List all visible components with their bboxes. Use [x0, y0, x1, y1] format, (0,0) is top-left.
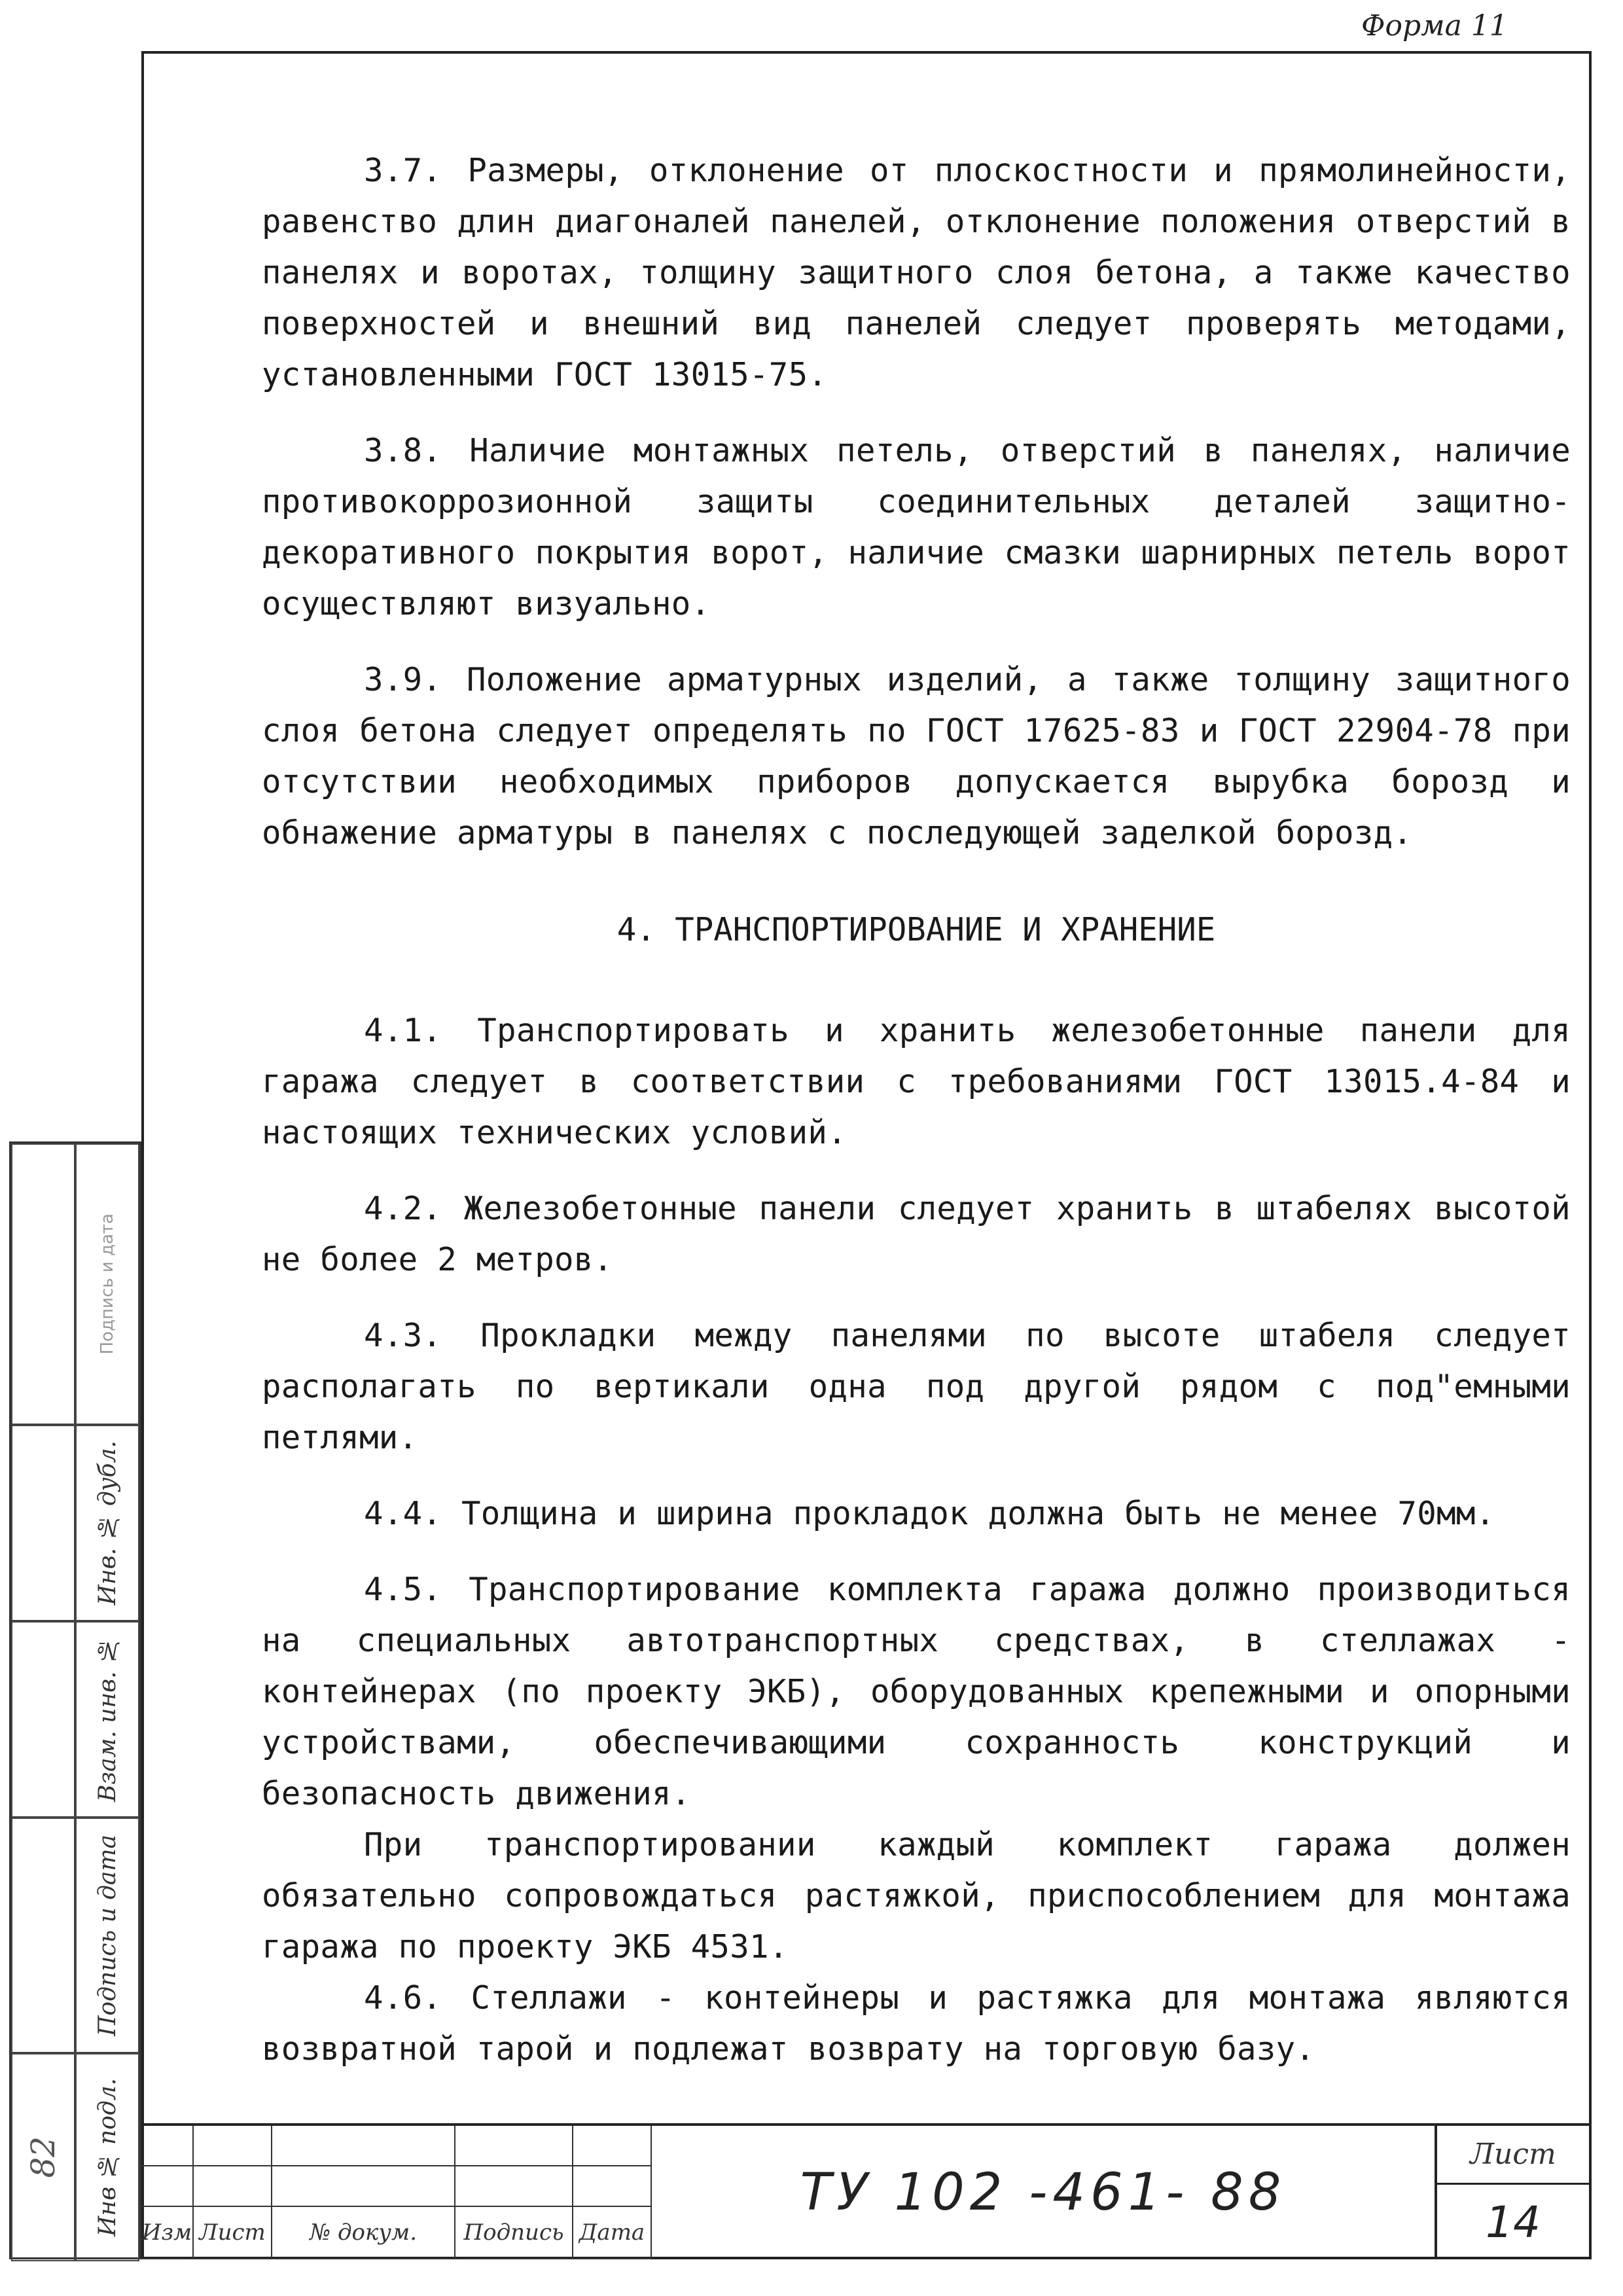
header-izm: Изм [141, 2207, 194, 2259]
grid-cell [194, 2166, 272, 2207]
paragraph-3-9: 3.9. Положение арматурных изделий, а также толщину защитного слоя бетона следует определять по ГОСТ 17625-83 и ГОСТ 22904-78 при отсутствии необходимых приборов допускается вырубка борозд и обнажение арматуры в панелях с последующей заделкой борозд. [262, 661, 1571, 852]
sidebar-empty-cell [11, 1818, 75, 2053]
paragraph-4-4: 4.4. Толщина и ширина прокладок должна быть не менее 70мм. [364, 1495, 1495, 1532]
sheet-number: 14 [1486, 2197, 1541, 2248]
grid-cell [573, 2166, 652, 2207]
sidebar-inv-dubl-cell [75, 1425, 139, 1621]
grid-cell [141, 2166, 194, 2207]
sidebar-inv-podl-cell [75, 2053, 139, 2261]
sidebar-inv-value-cell [11, 2053, 75, 2261]
sidebar-podpis-data-cell [75, 1818, 139, 2053]
label-inv-dubl: Инв. № дубл. [94, 1441, 121, 1605]
title-block [141, 2123, 1592, 2259]
label-vzam-inv: Взам. инв. № [94, 1636, 121, 1803]
paragraph-4-2: 4.2. Железобетонные панели следует хранить в штабелях высотой не более 2 метров. [262, 1190, 1571, 1278]
grid-cell [272, 2126, 455, 2166]
inv-handwritten-value: 82 [24, 2136, 62, 2178]
paragraph-3-8: 3.8. Наличие монтажных петель, отверстий в панелях, наличие противокоррозионной защиты соединительных деталей защитно-декоративного покрытия ворот, наличие смазки шарнирных петель ворот осуществляют визуально. [262, 432, 1571, 622]
sidebar-empty-cell [11, 1425, 75, 1621]
grid-cell [141, 2126, 194, 2166]
grid-cell [455, 2126, 573, 2166]
grid-cell [573, 2126, 652, 2166]
left-margin-stamp [9, 1141, 141, 2259]
paragraph-4-5-continued: При транспортировании каждый комплект гаража должен обязательно сопровождаться растяжкой, приспособлением для монтажа гаража по проекту ЭКБ 4531. [262, 1826, 1571, 1965]
header-list: Лист [194, 2207, 272, 2259]
faded-stamp-text: Подпись и дата [98, 1213, 117, 1355]
revision-grid [141, 2126, 652, 2259]
grid-cell [194, 2126, 272, 2166]
paragraph-4-1: 4.1. Транспортировать и хранить железобетонные панели для гаража следует в соответствии с требованиями ГОСТ 13015.4-84 и настоящих технических условий. [262, 1012, 1571, 1151]
sidebar-empty-cell [11, 1143, 75, 1425]
header-signature: Подпись [455, 2207, 573, 2259]
sidebar-vzam-inv-cell [75, 1621, 139, 1818]
label-podpis-data: Подпись и дата [94, 1835, 121, 2036]
paragraph-4-3: 4.3. Прокладки между панелями по высоте штабеля следует располагать по вертикали одна под другой рядом с под"емными петлями. [262, 1317, 1571, 1456]
sheet-box [1437, 2126, 1589, 2259]
label-inv-podl: Инв № подл. [94, 2078, 121, 2236]
document-designation: ТУ 102 -461- 88 [652, 2126, 1437, 2259]
paragraph-4-5: 4.5. Транспортирование комплекта гаража должно производиться на специальных автотранспортных средствах, в стеллажах - контейнерах (по проекту ЭКБ), оборудованных крепежными и опорными устройствами, обеспечивающими сохранность конструкций и безопасность движения. [262, 1571, 1571, 1812]
section-4-title: 4. ТРАНСПОРТИРОВАНИЕ И ХРАНЕНИЕ [616, 911, 1216, 948]
grid-cell [455, 2166, 573, 2207]
document-body [262, 145, 1571, 2100]
form-label: Форма 11 [1361, 9, 1508, 43]
paragraph-3-7: 3.7. Размеры, отклонение от плоскостности и прямолинейности, равенство длин диагоналей панелей, отклонение положения отверстий в панелях и воротах, толщину защитного слоя бетона, а также качество поверхностей и внешний вид панелей следует проверять методами, установленными ГОСТ 13015-75. [262, 152, 1571, 393]
sidebar-empty-cell [11, 1621, 75, 1818]
paragraph-4-6: 4.6. Стеллажи - контейнеры и растяжка для монтажа являются возвратной тарой и подлежат возврату на торговую базу. [262, 1979, 1571, 2068]
sidebar-stamp-cell [75, 1143, 139, 1425]
grid-cell [272, 2166, 455, 2207]
sheet-label: Лист [1437, 2126, 1589, 2185]
header-date: Дата [573, 2207, 652, 2259]
header-doc-number: № докум. [272, 2207, 455, 2259]
